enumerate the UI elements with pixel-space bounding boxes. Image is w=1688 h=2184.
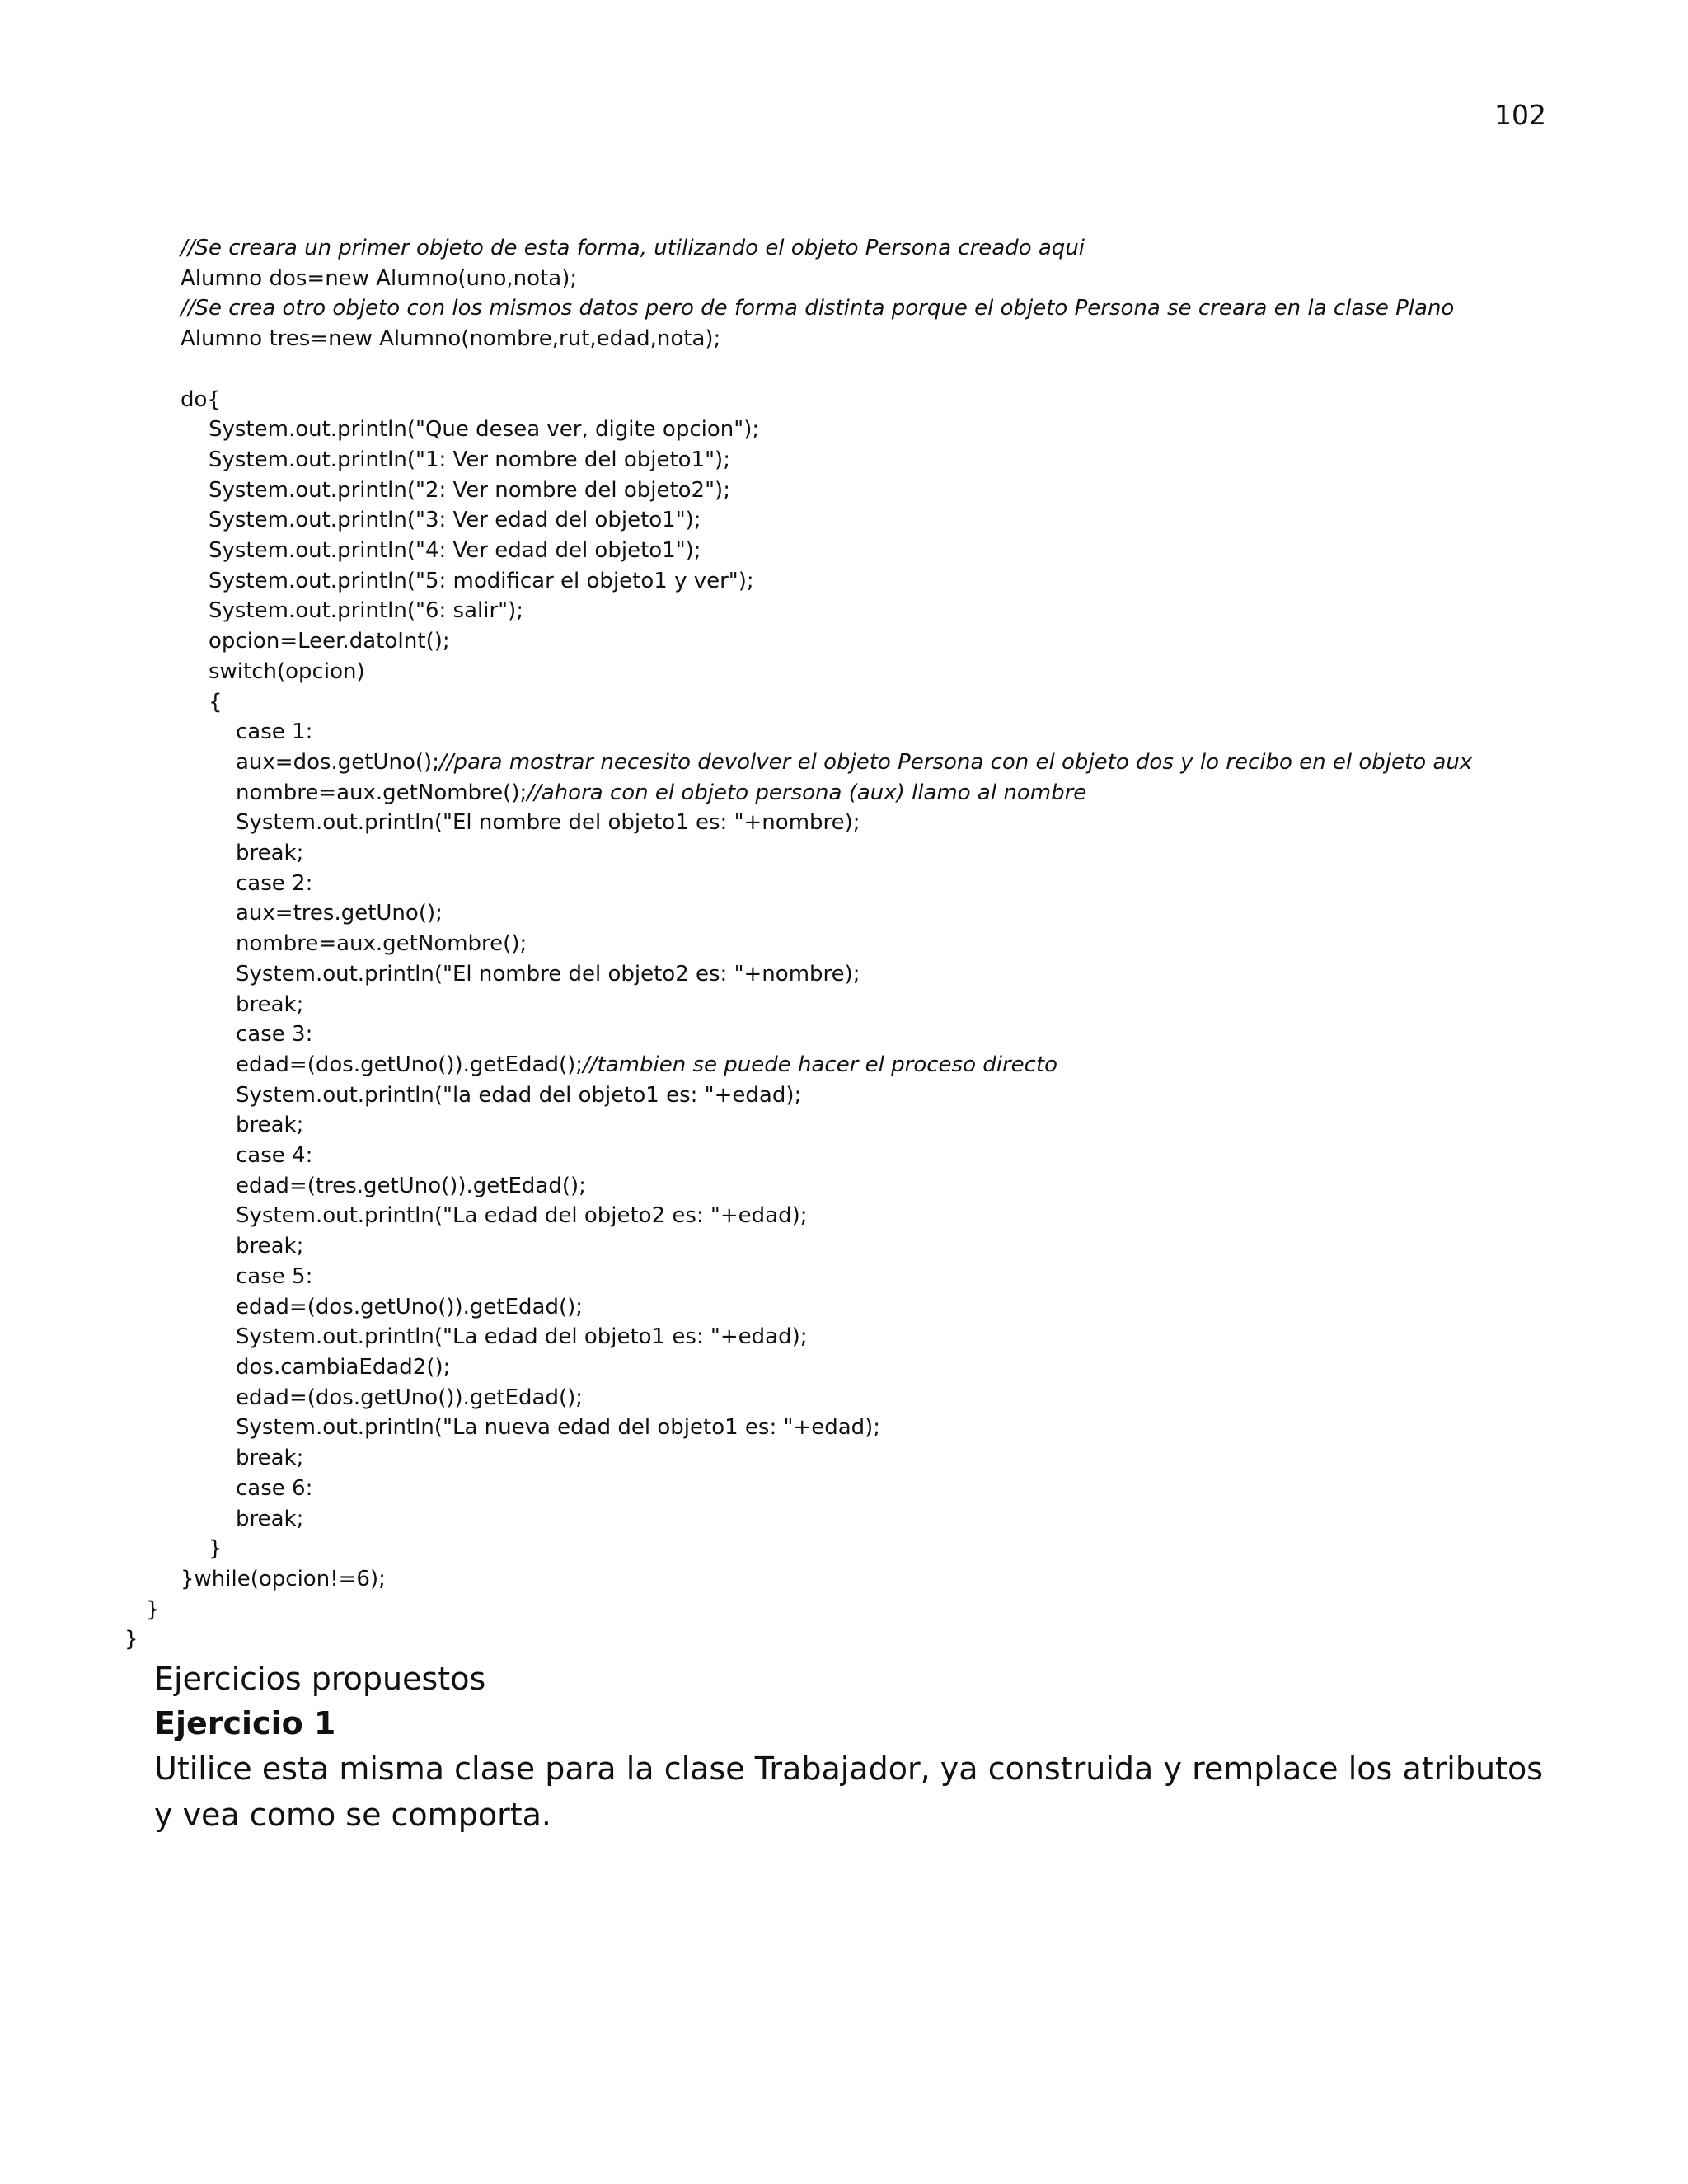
code-line	[154, 1292, 1472, 1323]
code-text: System.out.println("3: Ver edad del objeto1");	[209, 508, 701, 533]
code-text: case 1:	[236, 719, 313, 745]
code-text: System.out.println("La nueva edad del objeto1 es: "+edad);	[236, 1415, 881, 1441]
exercise-section	[154, 1657, 1543, 1838]
code-line	[154, 505, 1472, 536]
code-line	[154, 233, 1472, 264]
page-number: 102	[1494, 99, 1546, 131]
code-text: break;	[236, 991, 304, 1017]
code-text: System.out.println("El nombre del objeto1 es: "+nombre);	[236, 810, 860, 836]
code-comment: //para mostrar necesito devolver el objeto Persona con el objeto dos y lo recibo en el objeto aux	[438, 749, 1473, 775]
code-line	[154, 990, 1472, 1020]
code-line	[154, 385, 1472, 415]
code-text: nombre=aux.getNombre();	[236, 931, 528, 957]
code-line	[154, 869, 1472, 899]
code-text: Alumno tres=new Alumno(nombre,rut,edad,nota);	[181, 326, 721, 352]
code-line	[154, 1171, 1472, 1202]
code-line	[154, 1050, 1472, 1080]
code-text: break;	[236, 1113, 304, 1138]
code-comment: //tambien se puede hacer el proceso directo	[583, 1052, 1058, 1077]
code-line	[154, 324, 1472, 354]
code-line	[154, 1474, 1472, 1504]
code-text: }	[209, 1536, 223, 1562]
code-text: edad=(tres.getUno()).getEdad();	[236, 1173, 586, 1198]
code-text: break;	[236, 1506, 304, 1531]
code-line	[154, 1383, 1472, 1413]
code-text: case 2:	[236, 870, 313, 896]
code-comment: //Se creara un primer objeto de esta forma, utilizando el objeto Persona creado aqui	[181, 236, 1085, 260]
code-text: nombre=aux.getNombre();	[236, 780, 528, 805]
code-line	[154, 596, 1472, 626]
code-text: }	[146, 1596, 160, 1622]
code-text: aux=tres.getUno();	[236, 901, 443, 926]
code-line	[154, 415, 1472, 445]
code-line	[154, 264, 1472, 294]
code-text: edad=(dos.getUno()).getEdad();	[236, 1294, 584, 1319]
code-block	[124, 233, 1473, 1655]
code-line	[154, 748, 1472, 778]
code-line	[154, 293, 1472, 324]
code-line	[154, 536, 1472, 566]
code-text: case 5:	[236, 1263, 313, 1289]
code-line	[154, 959, 1472, 990]
code-line	[154, 1564, 1472, 1595]
code-text: System.out.println("2: Ver nombre del objeto2");	[209, 477, 730, 503]
code-line	[154, 657, 1472, 687]
code-line	[124, 354, 1472, 385]
code-text: do{	[181, 387, 221, 412]
code-text: aux=dos.getUno();	[236, 749, 439, 775]
code-line	[154, 838, 1472, 869]
code-text: opcion=Leer.datoInt();	[209, 629, 450, 654]
code-text: System.out.println("La edad del objeto2 es: "+edad);	[236, 1203, 808, 1229]
code-text: }	[124, 1627, 138, 1652]
code-line	[154, 1110, 1472, 1141]
code-text: dos.cambiaEdad2();	[236, 1355, 451, 1380]
code-line	[124, 1624, 1472, 1655]
code-line	[154, 1019, 1472, 1050]
section-title: Ejercicios propuestos	[154, 1661, 486, 1697]
code-line	[154, 687, 1472, 718]
code-line	[154, 1141, 1472, 1171]
code-line	[154, 1504, 1472, 1535]
code-line	[154, 1231, 1472, 1262]
code-line	[154, 898, 1472, 929]
code-text: break;	[236, 841, 304, 866]
code-text: System.out.println("5: modificar el objeto1 y ver");	[209, 568, 754, 593]
exercise-title: Ejercicio 1	[154, 1705, 336, 1741]
code-text: edad=(dos.getUno()).getEdad();	[236, 1052, 584, 1077]
code-line	[154, 476, 1472, 506]
code-line	[154, 1443, 1472, 1474]
code-line	[154, 1413, 1472, 1443]
code-line	[154, 445, 1472, 476]
code-line	[154, 808, 1472, 838]
code-text: switch(opcion)	[209, 658, 365, 684]
code-line	[154, 1201, 1472, 1231]
code-text: System.out.println("1: Ver nombre del objeto1");	[209, 447, 730, 472]
code-text: System.out.println("la edad del objeto1 es: "+edad);	[236, 1082, 802, 1108]
code-line	[154, 1322, 1472, 1352]
code-line	[154, 1352, 1472, 1383]
code-text: System.out.println("6: salir");	[209, 598, 524, 624]
code-text: System.out.println("Que desea ver, digite opcion");	[209, 417, 760, 443]
code-text: Alumno dos=new Alumno(uno,nota);	[181, 265, 578, 291]
code-text: {	[209, 689, 223, 715]
code-comment: //Se crea otro objeto con los mismos datos pero de forma distinta porque el objeto Persona se creara en la clase Plano	[181, 296, 1455, 321]
code-text: break;	[236, 1234, 304, 1259]
code-line	[154, 778, 1472, 808]
code-text: case 6:	[236, 1475, 313, 1501]
code-line	[154, 929, 1472, 959]
code-line	[154, 1262, 1472, 1292]
code-line	[154, 1534, 1472, 1564]
code-text: case 4:	[236, 1143, 313, 1169]
code-comment: //ahora con el objeto persona (aux) llamo al nombre	[527, 780, 1087, 805]
code-line	[154, 566, 1472, 597]
code-line	[146, 1595, 1472, 1625]
code-text: case 3:	[236, 1022, 313, 1047]
code-text: edad=(dos.getUno()).getEdad();	[236, 1385, 584, 1410]
code-text: }while(opcion!=6);	[181, 1566, 386, 1591]
code-text: System.out.println("La edad del objeto1 es: "+edad);	[236, 1324, 808, 1350]
code-text: System.out.println("4: Ver edad del objeto1");	[209, 538, 701, 564]
code-text: break;	[236, 1446, 304, 1471]
code-line	[154, 626, 1472, 657]
code-text: System.out.println("El nombre del objeto2 es: "+nombre);	[236, 961, 860, 987]
code-line	[154, 1080, 1472, 1111]
code-line	[154, 717, 1472, 748]
exercise-text: Utilice esta misma clase para la clase Trabajador, ya construida y remplace los atributos y vea como se comporta.	[154, 1750, 1543, 1833]
